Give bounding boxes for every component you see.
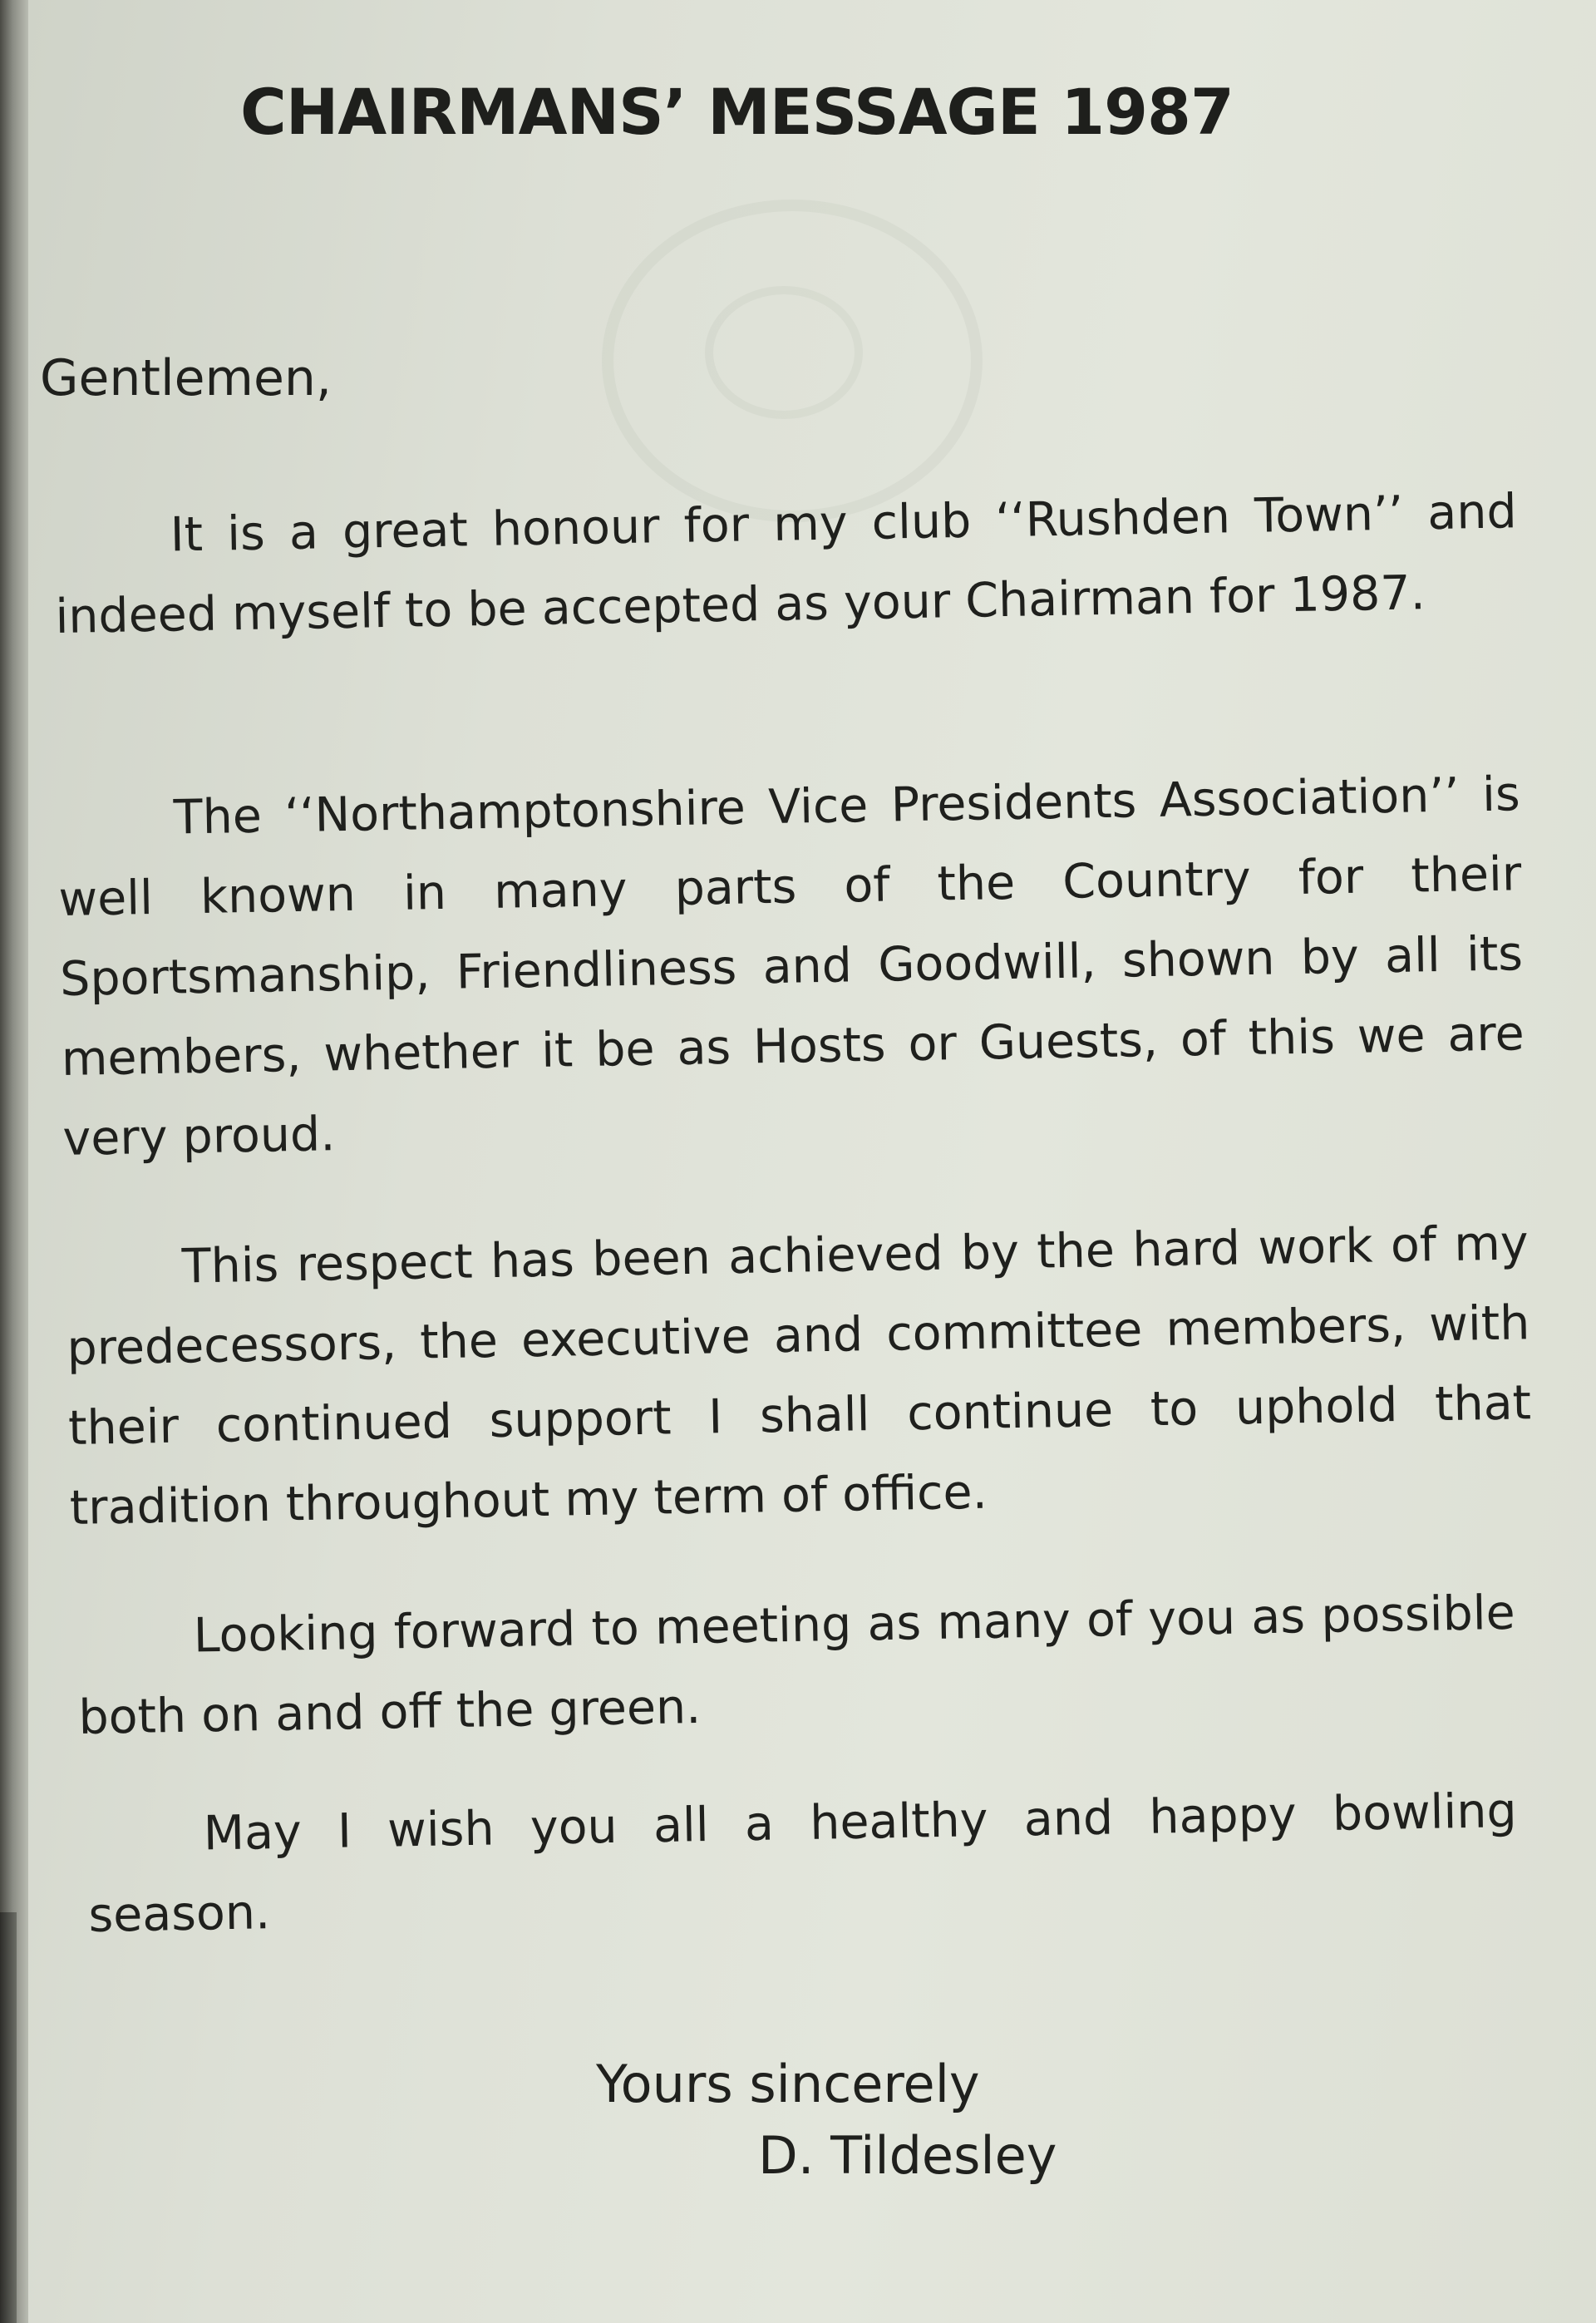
document-page xyxy=(28,0,1596,2323)
show-through-seal xyxy=(602,200,983,522)
page-title: CHAIRMANS’ MESSAGE 1987 xyxy=(240,75,1234,149)
paragraph-wishes: May I wish you all a healthy and happy bowling season. xyxy=(87,1783,1518,1943)
salutation: Gentlemen, xyxy=(40,349,332,407)
paragraph-looking-forward: Looking forward to meeting as many of you as possible both on and off the green. xyxy=(77,1585,1516,1745)
closing-line: Yours sincerely xyxy=(596,2054,980,2114)
paragraph-association: The ‘‘Northamptonshire Vice Presidents Association’’ is well known in many parts of the Country for their Sportsmanship, Friendliness and Goodwill, shown by all its members, whether it be as Hosts or Guests, of this we are very proud. xyxy=(57,767,1525,1166)
signature-name: D. Tildesley xyxy=(758,2125,1057,2186)
paragraph-honour: It is a great honour for my club ‘‘Rushden Town’’ and indeed myself to be accepted as your Chairman for 1987. xyxy=(54,484,1518,644)
book-binding-shadow xyxy=(0,1912,17,2323)
paragraph-respect: This respect has been achieved by the hard work of my predecessors, the executive and committee members, with their continued support I shall continue to uphold that tradition throughout my term of office. xyxy=(66,1216,1532,1536)
